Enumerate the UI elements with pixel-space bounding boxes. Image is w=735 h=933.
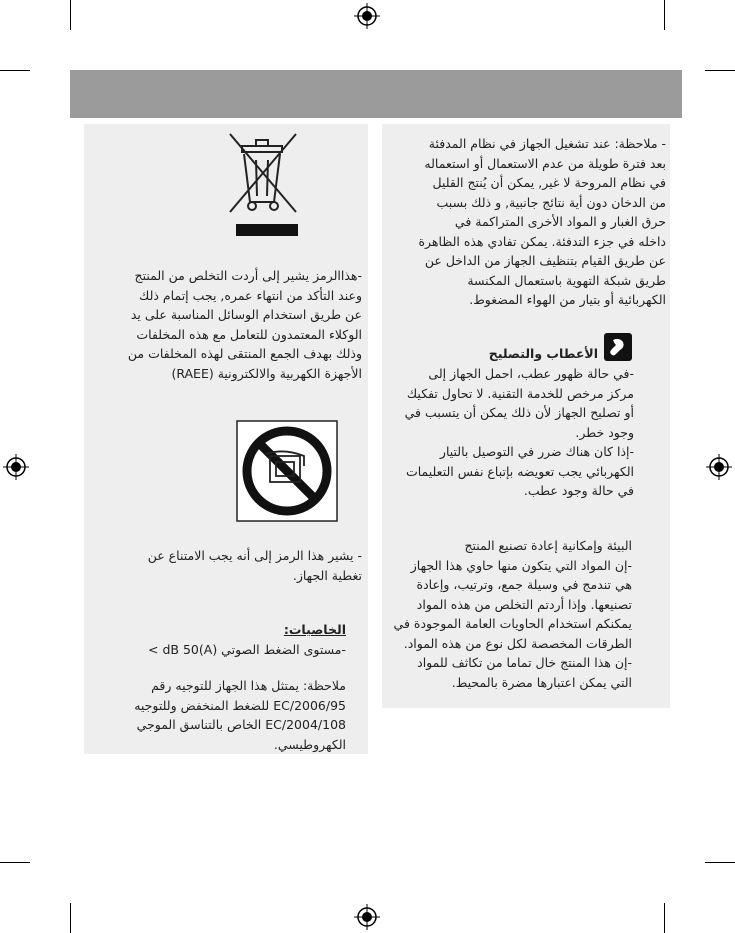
specs-heading: الخاصيات: [283,622,346,637]
registration-mark-icon [706,454,732,480]
crop-mark [70,903,71,933]
wrench-icon [604,333,632,361]
crossed-bin-icon [222,126,306,238]
environment-text: البيئة وإمكانية إعادة تصنيع المنتج -إن المواد التي يتكون منها حاوي هذا الجهاز هي تندمج في وسيلة جمع، وترتيب، وإعادة تصنيعها. وإذا أردتم التخلص من هذه المواد يمكنكم استخدام الحاويات العامة الموجودة في الطرقات المخصصة لكل نوع من هذه المواد. -إن هذا المنتج خال تماما من تكاثف للمواد التي يمكن اعتبارها مضرة بالمحيط. [393,538,632,690]
troubleshooting-text: -في حالة ظهور عطب، احمل الجهاز إلى مركز مرخص للخدمة التقنية. لا تحاول تفكيك أو تصليح الجهاز لأن ذلك يمكن أن يتسبب في وجود خطر. -إذا كان هناك ضرر في التوصيل بالتيار الكهربائي يجب تعويضه بإتباع نفس التعليمات في حالة وجود عطب. [404,366,634,498]
crop-mark [664,0,665,30]
recycle-text: -هذاالرمز يشير إلى أردت التخلص من المنتج وعند التأكد من انتهاء عمره, يجب إتمام ذلك عن طريق استخدام الوسائل المناسبة على يد الوكلاء المعتمدون للتعامل مع هذه المخلفات وذلك بهدف الجمع المنتقى لهذه المخلفات من الأجهزة الكهربية والالكترونية (RAEE) [127,268,362,381]
cover-text: - يشير هذا الرمز إلى أنه يجب الامتناع عن تغطية الجهاز. [147,548,362,583]
registration-mark-icon [354,904,380,930]
troubleshooting-title: الأعطاب والتصليح [488,346,598,361]
do-not-cover-icon [236,420,338,522]
specs-line: -مستوى الضغط الصوتي (A)dB 50 > [148,642,346,657]
crop-mark [705,862,735,863]
header-bar [70,70,682,118]
crop-mark [664,903,665,933]
crop-mark [0,70,30,71]
crop-mark [705,70,735,71]
note-text-right: - ملاحظة: عند تشغيل الجهاز في نظام المدفئة بعد فترة طويلة من عدم الاستعمال أو استعماله في نظام المروحة لا غير, يمكن أن يُنتج القليل من الدخان دون أية نتائج جانبية, و ذلك بسبب حرق الغبار و المواد الأخرى المتراكمة في داخله في جزء التدفئة. يمكن تفادي هذه الظاهرة عن طريق القيام بتنظيف الجهاز من الداخل عن طريق شبكة التهوية باستعمال المكنسة الكهربائية أو بتيار من الهواء المضغوط. [418,136,666,307]
registration-mark-icon [354,3,380,29]
crop-mark [70,0,71,30]
registration-mark-icon [3,454,29,480]
note-text-left: ملاحظة: يمتثل هذا الجهاز للتوجيه رقم 2006/95/EC للضغط المنخفض وللتوجيه 2004/108/EC الخاص بالتناسق الموجي الكهروطيسي. [134,678,346,752]
crop-mark [0,862,30,863]
